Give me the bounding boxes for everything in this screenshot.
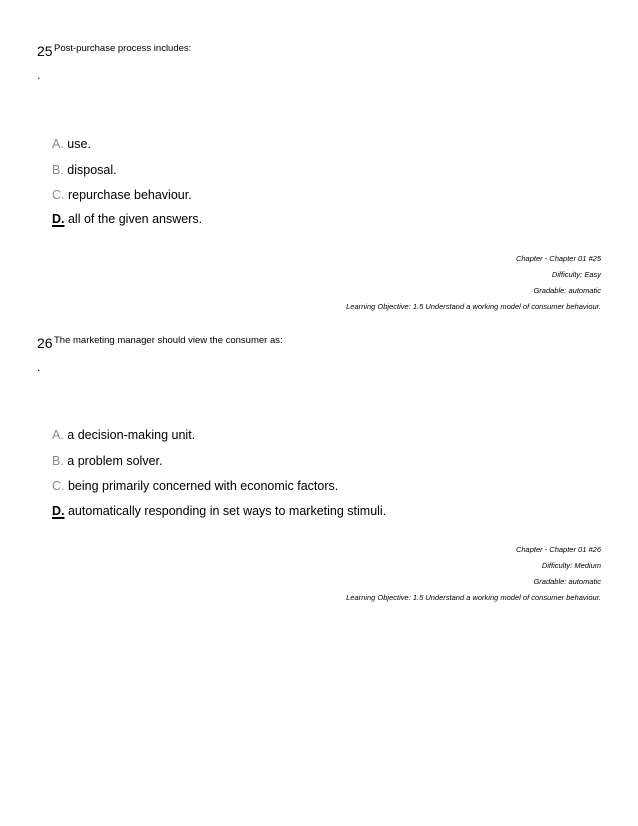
option-text: a problem solver. [67, 454, 163, 468]
option-c[interactable] [52, 188, 192, 202]
option-b[interactable] [52, 454, 162, 468]
option-letter: B. [52, 454, 64, 468]
option-a[interactable] [52, 428, 195, 442]
option-text: use. [67, 137, 91, 151]
option-text: repurchase behaviour. [67, 188, 192, 202]
option-d-correct[interactable] [52, 504, 386, 518]
option-b[interactable] [52, 163, 117, 177]
option-letter: A. [52, 428, 64, 442]
option-letter: A. [52, 137, 64, 151]
option-letter: D. [52, 504, 65, 518]
option-a[interactable] [52, 137, 91, 151]
question-dot: . [37, 68, 41, 82]
option-c[interactable] [52, 479, 338, 493]
option-text: disposal. [67, 163, 117, 177]
option-d-correct[interactable] [52, 212, 202, 226]
question-number: 26 [37, 335, 53, 351]
option-letter: C. [52, 188, 65, 202]
question-text: Post-purchase process includes: [54, 43, 192, 54]
question-dot: . [37, 360, 41, 374]
question-number: 25 [37, 43, 53, 59]
meta-gradable: Gradable: automatic [533, 286, 601, 295]
meta-chapter: Chapter - Chapter 01 #26 [515, 545, 601, 554]
meta-difficulty: Difficulty: Medium [541, 561, 601, 570]
option-text: all of the given answers. [67, 212, 203, 226]
meta-learning-objective: Learning Objective: 1.5 Understand a working model of consumer behaviour. [346, 593, 601, 602]
option-letter: D. [52, 212, 65, 226]
option-letter: B. [52, 163, 64, 177]
question-text: The marketing manager should view the consumer as: [54, 335, 283, 346]
meta-difficulty: Difficulty: Easy [551, 270, 601, 279]
meta-gradable: Gradable: automatic [533, 577, 601, 586]
meta-learning-objective: Learning Objective: 1.5 Understand a working model of consumer behaviour. [346, 302, 601, 311]
option-text: being primarily concerned with economic factors. [67, 479, 339, 493]
option-text: a decision-making unit. [67, 428, 196, 442]
option-text: automatically responding in set ways to marketing stimuli. [67, 504, 387, 518]
option-letter: C. [52, 479, 65, 493]
meta-chapter: Chapter - Chapter 01 #25 [515, 254, 601, 263]
